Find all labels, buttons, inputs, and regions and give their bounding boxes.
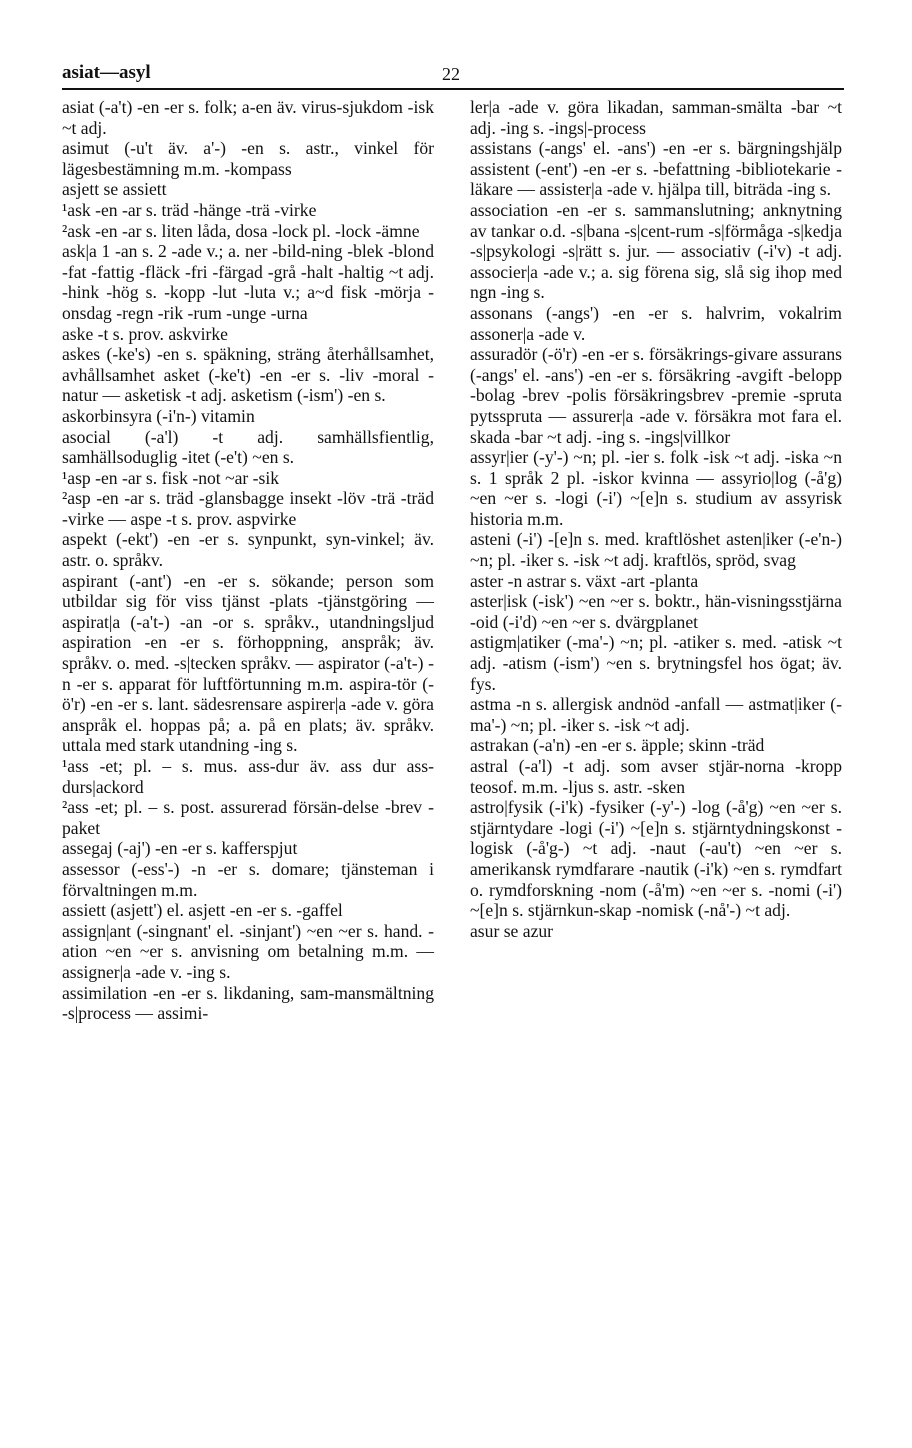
dictionary-entry: assign|ant (-singnant' el. -sinjant') ~en ~er s. hand. -ation ~en ~er s. anvisning om betalning m.m. — assigner|a -ade v. -ing s.: [62, 920, 434, 982]
left-column: [62, 97, 434, 1024]
dictionary-entry: aske -t s. prov. askvirke: [62, 323, 228, 344]
dictionary-entry: ²ask -en -ar s. liten låda, dosa -lock pl. -lock -ämne: [62, 220, 420, 241]
dictionary-entry: assessor (-ess'-) -n -er s. domare; tjänsteman i förvaltningen m.m.: [62, 858, 434, 900]
dictionary-entry: assistans (-angs' el. -ans') -en -er s. bärgningshjälp assistent (-ent') -en -er s. -befattning -bibliotekarie -läkare — assister|a -ade v. hjälpa till, biträda -ing s.: [470, 138, 842, 200]
dictionary-entry: askorbinsyra (-i'n-) vitamin: [62, 405, 255, 426]
dictionary-entry: aspekt (-ekt') -en -er s. synpunkt, syn-vinkel; äv. astr. o. språkv.: [62, 529, 434, 571]
dictionary-entry: askes (-ke's) -en s. späkning, sträng återhållsamhet, avhållsamhet asket (-ke't) -en -er s. -liv -moral -natur — asketisk -t adj. asketism (-ism') -en s.: [62, 344, 434, 406]
dictionary-entry: asiat (-a't) -en -er s. folk; a-en äv. virus-sjukdom -isk ~t adj.: [62, 97, 434, 138]
dictionary-entry: astrakan (-a'n) -en -er s. äpple; skinn -träd: [470, 735, 765, 756]
dictionary-entry: ¹ask -en -ar s. träd -hänge -trä -virke: [62, 199, 317, 220]
dictionary-entry: assimilation -en -er s. likdaning, sam-mansmältning -s|process — assimi-: [62, 982, 434, 1024]
dictionary-entry: astro|fysik (-i'k) -fysiker (-y'-) -log (-å'g) ~en ~er s. stjärntydare -logi (-i') ~[e]n s. stjärntydningskonst -logisk (-å'g-) ~t adj. -naut (-au't) ~en ~er s. amerikansk rymdfarare -nautik (-i'k) ~en s. rymdfart o. rymdforskning -nom (-å'm) ~en ~er s. -nomi (-i') ~[e]n s. stjärnkun-skap -nomisk (-nå'-) ~t adj.: [470, 797, 842, 921]
dictionary-entry: ler|a -ade v. göra likadan, samman-smälta -bar ~t adj. -ing s. -ings|-process: [470, 97, 842, 138]
dictionary-entry: aster|isk (-isk') ~en ~er s. boktr., hän-visningsstjärna -oid (-i'd) ~en ~er s. dvärgplanet: [470, 591, 842, 632]
page-header: [62, 62, 842, 86]
dictionary-entry: aspirant (-ant') -en -er s. sökande; person som utbildar sig för viss tjänst -plats -tjänstgöring — aspirat|a (-a't-) -an -or s. språkv., utandningsljud aspiration -en -er s. förhoppning, anspråk; äv. språkv. o. med. -s|tecken språkv. — aspirator (-a't-) -n -er s. apparat för luftförtunning m.m. aspira-tör (-ö'r) -en -er s. lant. sädesrensare aspirer|a -ade v. göra anspråk el. hoppas på; a. på en plats; äv. språkv. uttala med stark utandning -ing s.: [62, 570, 434, 756]
dictionary-entry: astma -n s. allergisk andnöd -anfall — astmat|iker (-ma'-) ~n; pl. -iker s. -isk ~t adj.: [470, 694, 842, 735]
dictionary-entry: assuradör (-ö'r) -en -er s. försäkrings-givare assurans (-angs' el. -ans') -en -er s. försäkring -avgift -belopp -bolag -brev -polis försäkringsbrev -premie -spruta pytsspruta — assurer|a -ade v. försäkra mot fara el. skada -bar ~t adj. -ing s. -ings|villkor: [470, 344, 842, 447]
dictionary-entry: assiett (asjett') el. asjett -en -er s. -gaffel: [62, 900, 343, 921]
dictionary-entry: ¹ass -et; pl. – s. mus. ass-dur äv. ass dur ass-durs|ackord: [62, 756, 434, 797]
dictionary-entry: ²asp -en -ar s. träd -glansbagge insekt -löv -trä -träd -virke — aspe -t s. prov. aspvirke: [62, 488, 434, 529]
dictionary-entry: ask|a 1 -an s. 2 -ade v.; a. ner -bild-ning -blek -blond -fat -fattig -fläck -fri -färgad -grå -halt -haltig ~t adj. -hink -hög s. -kopp -lut -luta v.; a~d fisk -mörja -onsdag -regn -rik -rum -unge -urna: [62, 241, 434, 323]
dictionary-entry: ¹asp -en -ar s. fisk -not ~ar -sik: [62, 467, 280, 488]
dictionary-entry: asur se azur: [470, 920, 554, 941]
page-number: 22: [442, 64, 460, 84]
dictionary-entry: association -en -er s. sammanslutning; anknytning av tankar o.d. -s|bana -s|cent-rum -s|förmåga -s|kedja -s|psykologi -s|rätt s. jur. — associativ (-i'v) -t adj. associer|a -ade v.; a. sig förena sig, slå sig ihop med ngn -ing s.: [470, 199, 842, 303]
dictionary-entry: assegaj (-aj') -en -er s. kafferspjut: [62, 838, 298, 859]
dictionary-entry: asimut (-u't äv. a'-) -en s. astr., vinkel för lägesbestämning m.m. -kompass: [62, 138, 434, 179]
dictionary-entry: astigm|atiker (-ma'-) ~n; pl. -atiker s. med. -atisk ~t adj. -atism (-ism') ~en s. brytningsfel hos ögat; äv. fys.: [470, 632, 842, 694]
dictionary-entry: asocial (-a'l) -t adj. samhällsfientlig, samhällsoduglig -itet (-e't) ~en s.: [62, 426, 434, 468]
dictionary-entry: asjett se assiett: [62, 179, 167, 200]
dictionary-entry: assyr|ier (-y'-) ~n; pl. -ier s. folk -isk ~t adj. -iska ~n s. 1 språk 2 pl. -iskor kvinna — assyrio|log (-å'g) ~en ~er s. -logi (-i') ~[e]n s. studium av assyrisk historia m.m.: [470, 447, 842, 529]
dictionary-entry: asteni (-i') -[e]n s. med. kraftlöshet asten|iker (-e'n-) ~n; pl. -iker s. -isk ~t adj. kraftlös, spröd, svag: [470, 529, 842, 571]
dictionary-entry: assonans (-angs') -en -er s. halvrim, vokalrim assoner|a -ade v.: [470, 302, 842, 344]
dictionary-entry: ²ass -et; pl. – s. post. assurerad försän-delse -brev -paket: [62, 797, 434, 838]
right-column: [470, 97, 842, 941]
header-rule: [62, 88, 844, 90]
dictionary-entry: astral (-a'l) -t adj. som avser stjär-norna -kropp teosof. m.m. -ljus s. astr. -sken: [470, 756, 842, 797]
dictionary-entry: aster -n astrar s. växt -art -planta: [470, 570, 699, 591]
guide-words: asiat—asyl: [62, 62, 151, 83]
